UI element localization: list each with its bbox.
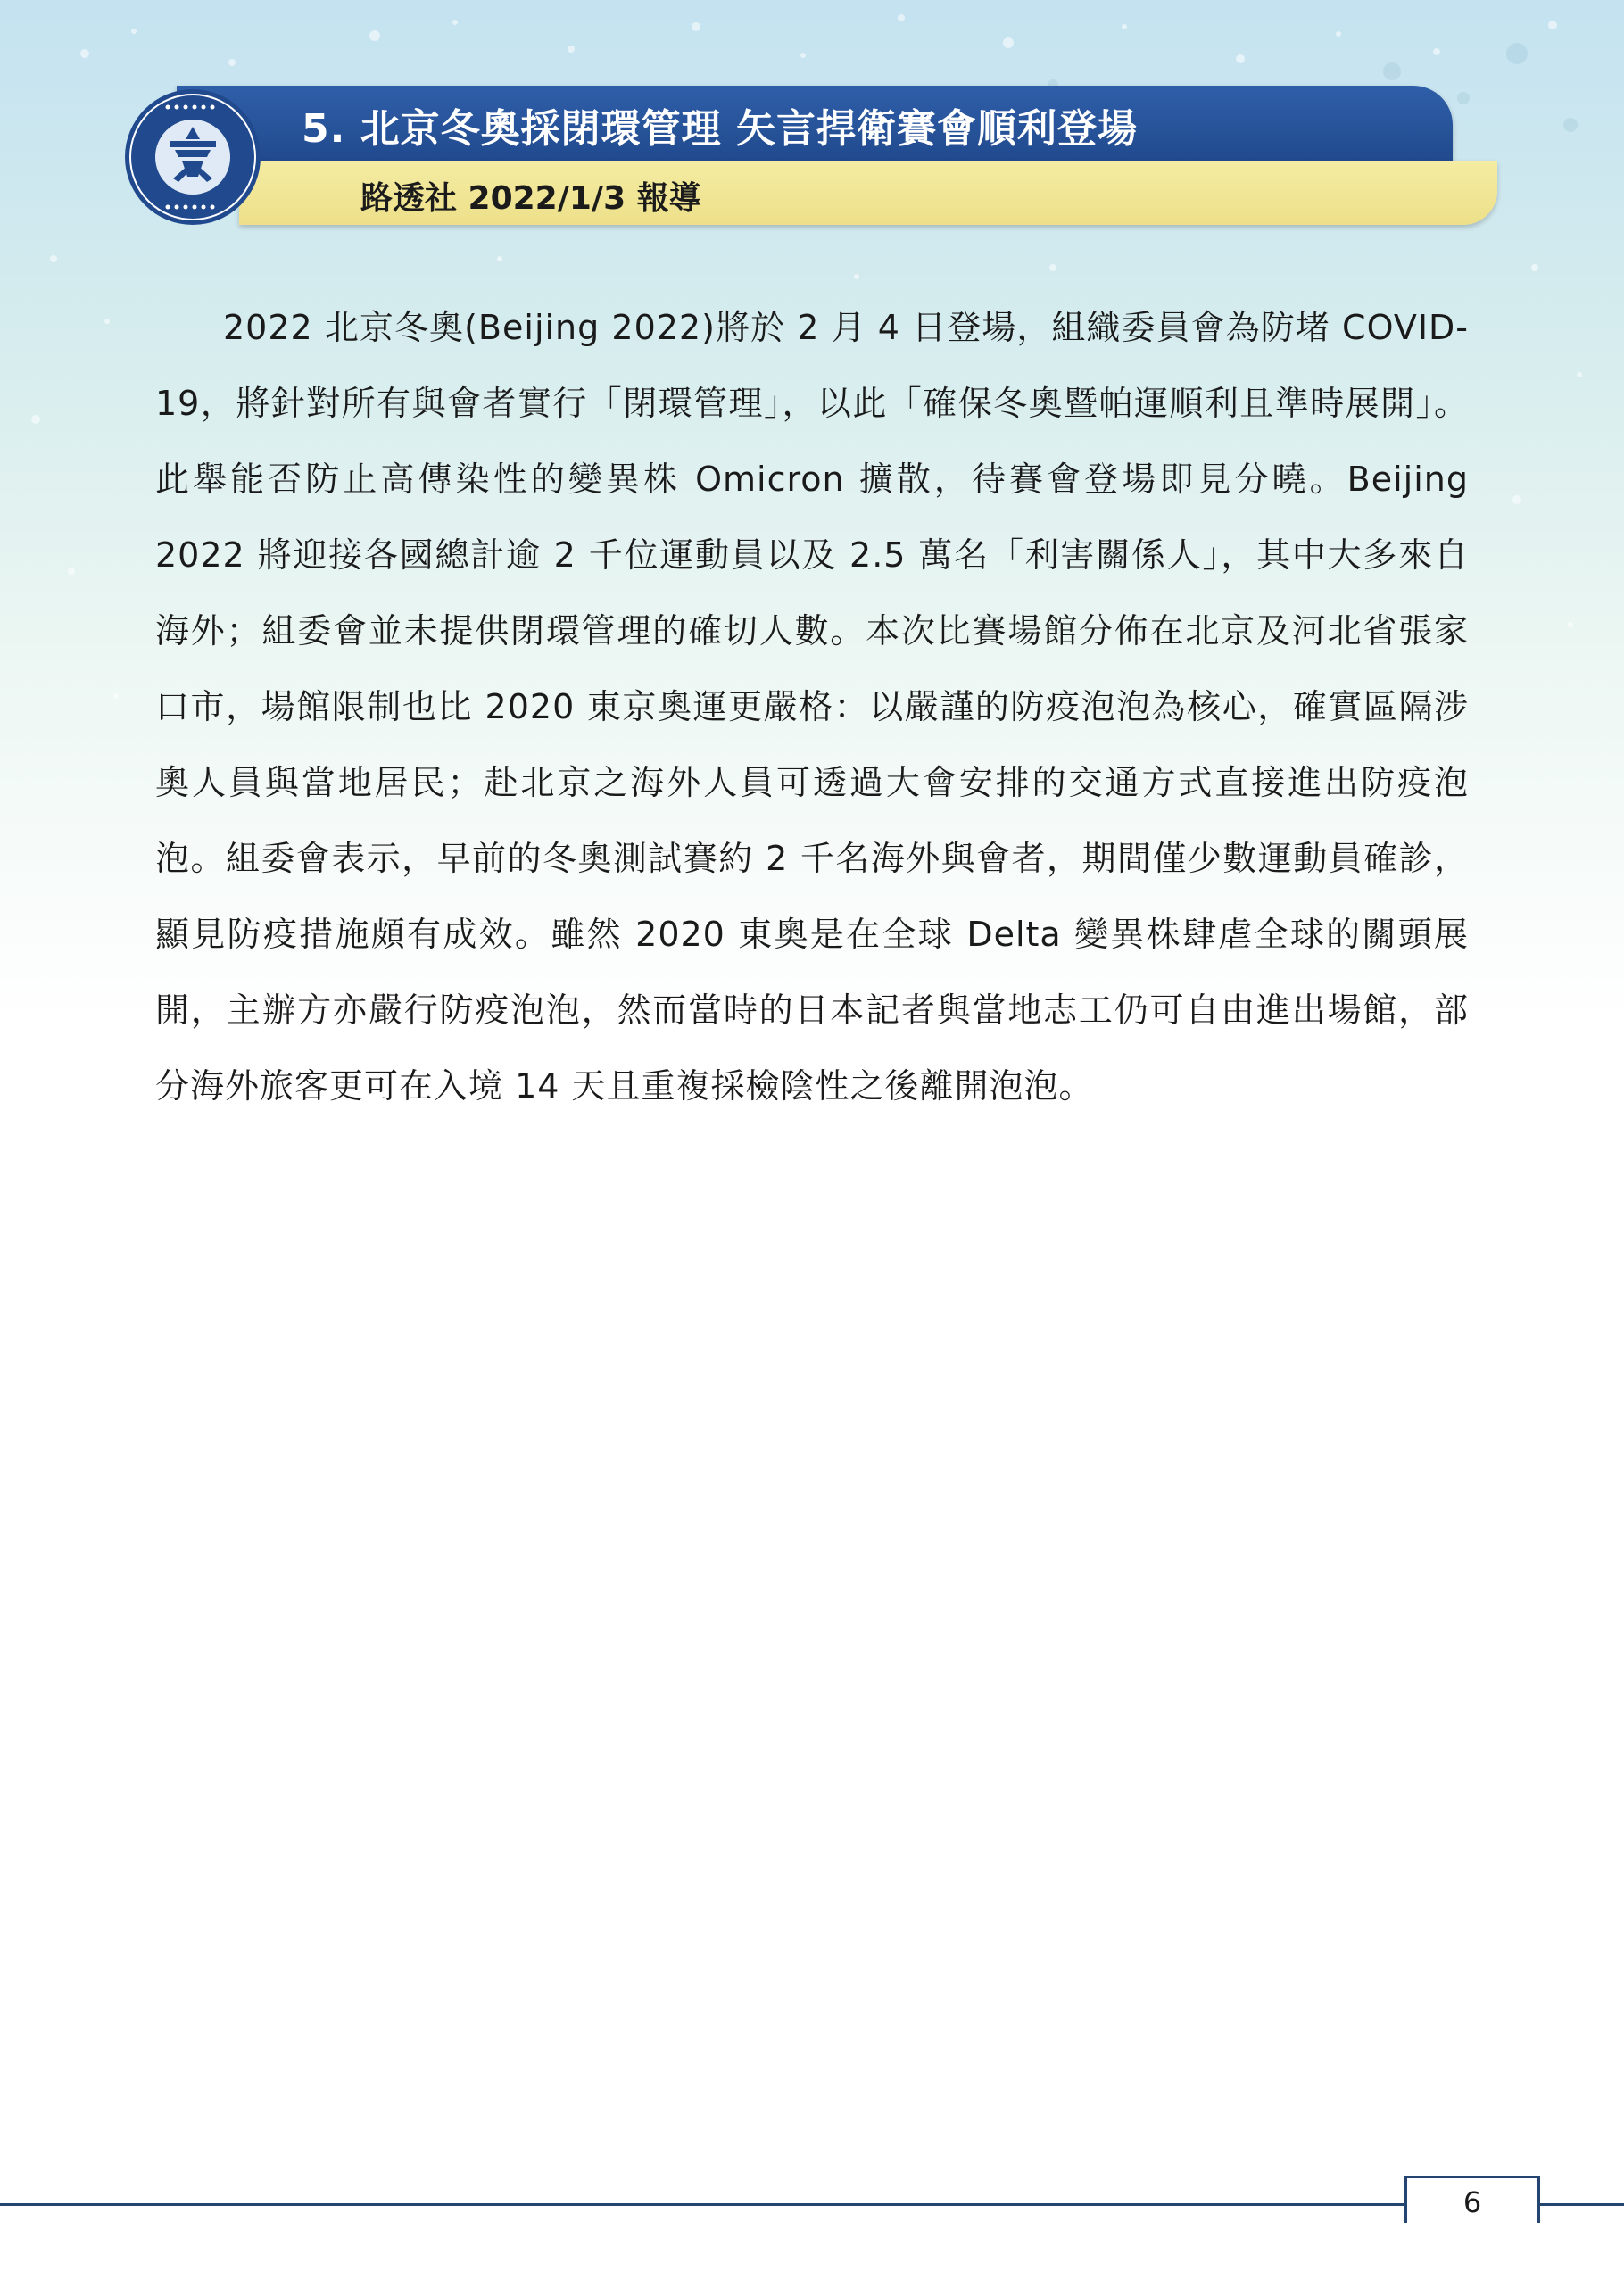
section-header <box>123 86 1506 230</box>
page-title: 5. 北京冬奧採閉環管理 矢言捍衛賽會順利登場 <box>302 106 1138 152</box>
footer-rule <box>0 2203 1624 2206</box>
article-paragraph: 2022 北京冬奧(Beijing 2022)將於 2 月 4 日登場，組織委員會為防堵 COVID-19，將針對所有與會者實行「閉環管理」，以此「確保冬奧暨帕運順利且準時展開」。此舉能否防止高傳染性的變異株 Omicron 擴散，待賽會登場即見分曉。Beijing 2022 將迎接各國總計逾 2 千位運動員以及 2.5 萬名「利害關係人」，其中大多來自海外；組委會並未提供閉環管理的確切人數。本次比賽場館分佈在北京及河北省張家口市，場館限制也比 2020 東京奧運更嚴格：以嚴謹的防疫泡泡為核心，確實區隔涉奧人員與當地居民；赴北京之海外人員可透過大會安排的交通方式直接進出防疫泡泡。組委會表示，早前的冬奧測試賽約 2 千名海外與會者，期間僅少數運動員確診，顯見防疫措施頗有成效。雖然 2020 東奧是在全球 Delta 變異株肆虐全球的關頭展開，主辦方亦嚴行防疫泡泡，然而當時的日本記者與當地志工仍可自由進出場館，部分海外旅客更可在入境 14 天且重複採檢陰性之後離開泡泡。 <box>155 308 1470 1106</box>
page-number-tab <box>1404 2176 1540 2223</box>
page-subtitle: 路透社 2022/1/3 報導 <box>360 180 701 217</box>
page-number: 6 <box>1462 2185 1482 2219</box>
article-body <box>155 290 1469 1124</box>
olympics-badge-icon <box>123 87 262 227</box>
